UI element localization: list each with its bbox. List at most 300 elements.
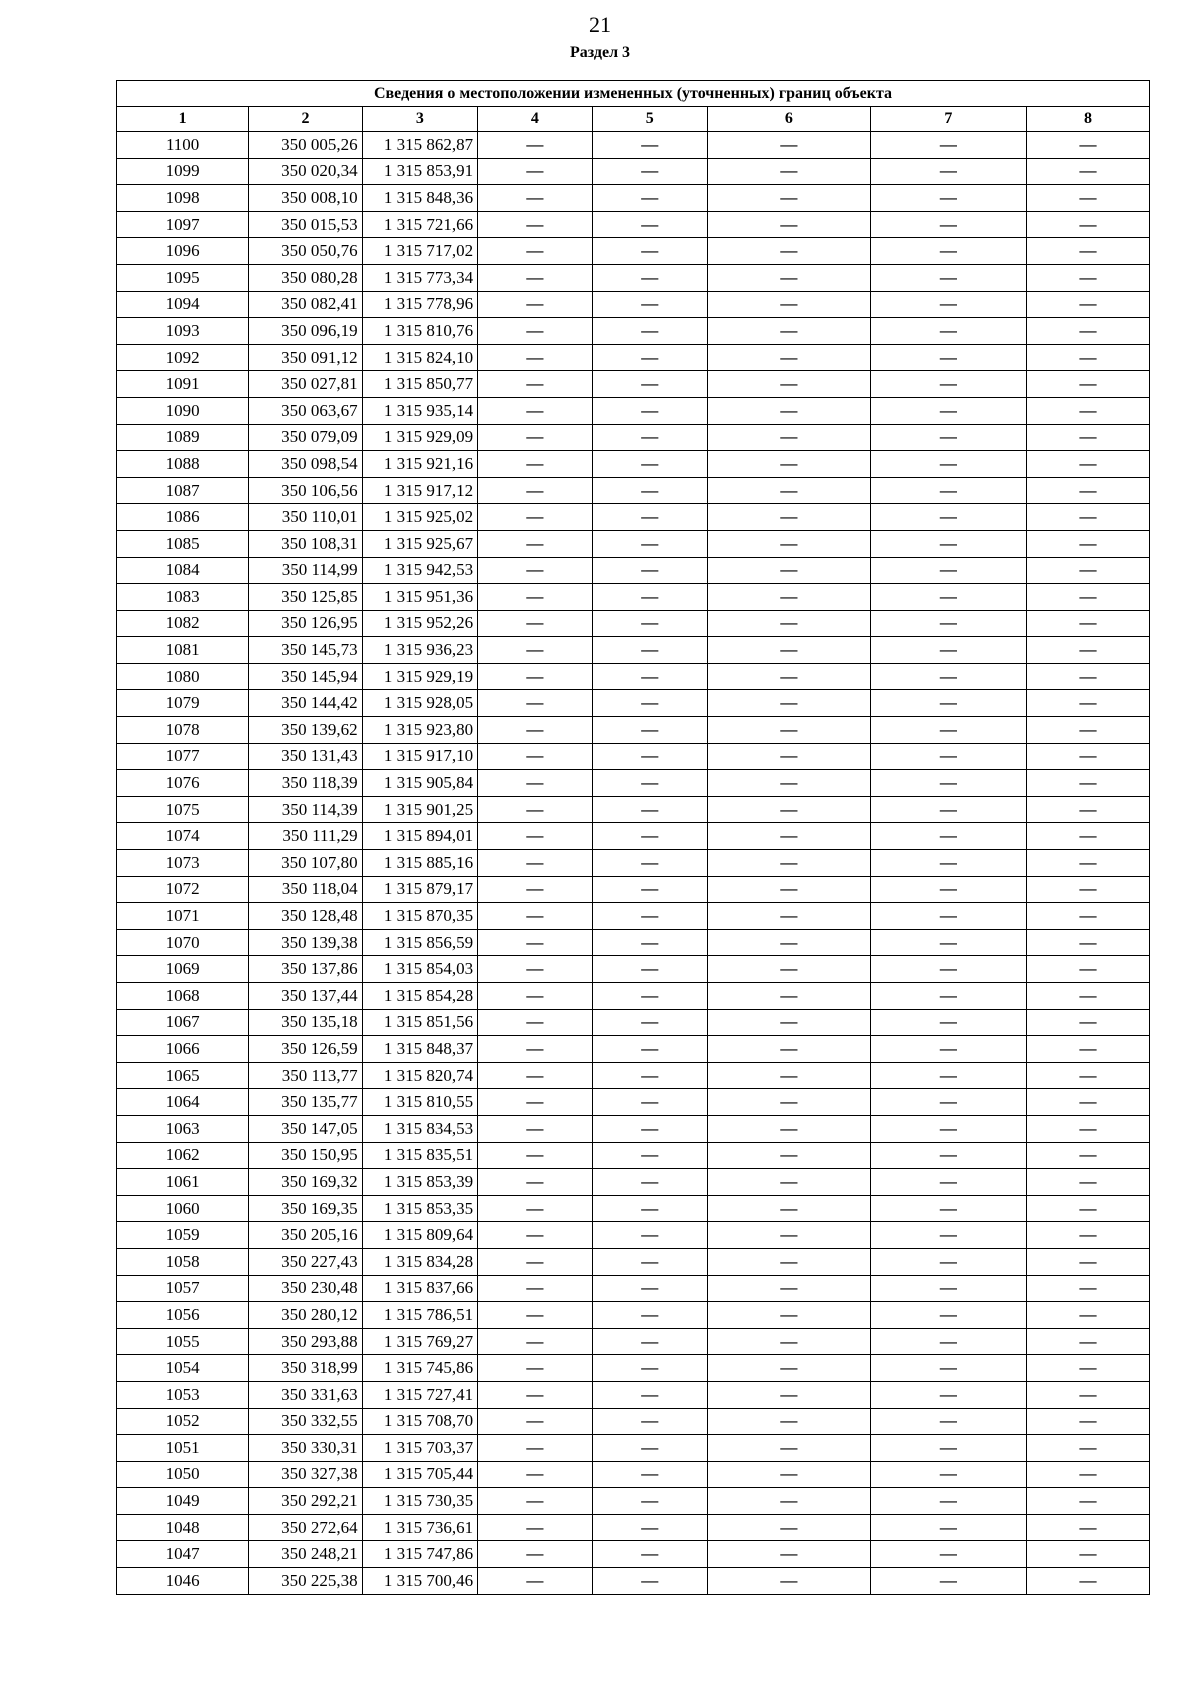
point-number-cell: 1100 <box>117 132 249 159</box>
empty-value-cell: — <box>870 238 1026 265</box>
y-coordinate-cell: 1 315 870,35 <box>362 903 477 930</box>
empty-value-cell: — <box>592 663 707 690</box>
empty-value-cell: — <box>478 238 592 265</box>
y-coordinate-cell: 1 315 786,51 <box>362 1302 477 1329</box>
x-coordinate-cell: 350 150,95 <box>249 1142 362 1169</box>
point-number-cell: 1061 <box>117 1169 249 1196</box>
x-coordinate-cell: 350 331,63 <box>249 1381 362 1408</box>
point-number-cell: 1078 <box>117 717 249 744</box>
empty-value-cell: — <box>592 1488 707 1515</box>
y-coordinate-cell: 1 315 848,36 <box>362 185 477 212</box>
empty-value-cell: — <box>870 1248 1026 1275</box>
empty-value-cell: — <box>870 929 1026 956</box>
empty-value-cell: — <box>1027 132 1150 159</box>
x-coordinate-cell: 350 008,10 <box>249 185 362 212</box>
y-coordinate-cell: 1 315 862,87 <box>362 132 477 159</box>
empty-value-cell: — <box>708 770 871 797</box>
table-row <box>117 770 1150 797</box>
point-number-cell: 1098 <box>117 185 249 212</box>
table-row <box>117 185 1150 212</box>
empty-value-cell: — <box>870 1488 1026 1515</box>
table-row <box>117 1408 1150 1435</box>
empty-value-cell: — <box>1027 823 1150 850</box>
table-row <box>117 1222 1150 1249</box>
empty-value-cell: — <box>708 1381 871 1408</box>
empty-value-cell: — <box>478 796 592 823</box>
empty-value-cell: — <box>870 770 1026 797</box>
y-coordinate-cell: 1 315 901,25 <box>362 796 477 823</box>
empty-value-cell: — <box>592 185 707 212</box>
empty-value-cell: — <box>870 823 1026 850</box>
point-number-cell: 1073 <box>117 850 249 877</box>
empty-value-cell: — <box>592 1435 707 1462</box>
y-coordinate-cell: 1 315 925,02 <box>362 504 477 531</box>
point-number-cell: 1051 <box>117 1435 249 1462</box>
y-coordinate-cell: 1 315 773,34 <box>362 264 477 291</box>
empty-value-cell: — <box>870 504 1026 531</box>
empty-value-cell: — <box>708 318 871 345</box>
section-title: Раздел 3 <box>569 44 631 61</box>
x-coordinate-cell: 350 125,85 <box>249 584 362 611</box>
empty-value-cell: — <box>478 1142 592 1169</box>
x-coordinate-cell: 350 332,55 <box>249 1408 362 1435</box>
x-coordinate-cell: 350 225,38 <box>249 1568 362 1595</box>
point-number-cell: 1070 <box>117 929 249 956</box>
point-number-cell: 1064 <box>117 1089 249 1116</box>
point-number-cell: 1056 <box>117 1302 249 1329</box>
empty-value-cell: — <box>870 637 1026 664</box>
empty-value-cell: — <box>1027 344 1150 371</box>
empty-value-cell: — <box>478 850 592 877</box>
table-row <box>117 903 1150 930</box>
empty-value-cell: — <box>870 371 1026 398</box>
point-number-cell: 1063 <box>117 1115 249 1142</box>
empty-value-cell: — <box>592 1248 707 1275</box>
point-number-cell: 1086 <box>117 504 249 531</box>
column-number: 7 <box>870 107 1026 132</box>
table-row <box>117 1488 1150 1515</box>
y-coordinate-cell: 1 315 951,36 <box>362 584 477 611</box>
empty-value-cell: — <box>708 1195 871 1222</box>
table-row <box>117 796 1150 823</box>
x-coordinate-cell: 350 108,31 <box>249 530 362 557</box>
empty-value-cell: — <box>1027 1381 1150 1408</box>
point-number-cell: 1053 <box>117 1381 249 1408</box>
empty-value-cell: — <box>592 451 707 478</box>
empty-value-cell: — <box>708 1302 871 1329</box>
x-coordinate-cell: 350 114,39 <box>249 796 362 823</box>
y-coordinate-cell: 1 315 809,64 <box>362 1222 477 1249</box>
empty-value-cell: — <box>1027 1302 1150 1329</box>
empty-value-cell: — <box>592 1195 707 1222</box>
table-row <box>117 929 1150 956</box>
empty-value-cell: — <box>592 903 707 930</box>
y-coordinate-cell: 1 315 885,16 <box>362 850 477 877</box>
empty-value-cell: — <box>478 1222 592 1249</box>
table-row <box>117 690 1150 717</box>
empty-value-cell: — <box>870 1381 1026 1408</box>
empty-value-cell: — <box>870 1036 1026 1063</box>
empty-value-cell: — <box>592 1568 707 1595</box>
empty-value-cell: — <box>708 530 871 557</box>
empty-value-cell: — <box>1027 424 1150 451</box>
table-row <box>117 504 1150 531</box>
empty-value-cell: — <box>1027 1222 1150 1249</box>
y-coordinate-cell: 1 315 851,56 <box>362 1009 477 1036</box>
empty-value-cell: — <box>1027 1408 1150 1435</box>
empty-value-cell: — <box>708 264 871 291</box>
empty-value-cell: — <box>708 610 871 637</box>
point-number-cell: 1087 <box>117 477 249 504</box>
empty-value-cell: — <box>478 132 592 159</box>
table-row <box>117 344 1150 371</box>
empty-value-cell: — <box>1027 1355 1150 1382</box>
empty-value-cell: — <box>592 1461 707 1488</box>
x-coordinate-cell: 350 111,29 <box>249 823 362 850</box>
empty-value-cell: — <box>1027 876 1150 903</box>
empty-value-cell: — <box>592 743 707 770</box>
table-row <box>117 211 1150 238</box>
empty-value-cell: — <box>592 610 707 637</box>
empty-value-cell: — <box>1027 1435 1150 1462</box>
table-body <box>117 132 1150 1595</box>
y-coordinate-cell: 1 315 850,77 <box>362 371 477 398</box>
empty-value-cell: — <box>708 823 871 850</box>
y-coordinate-cell: 1 315 905,84 <box>362 770 477 797</box>
empty-value-cell: — <box>708 929 871 956</box>
empty-value-cell: — <box>478 637 592 664</box>
empty-value-cell: — <box>478 663 592 690</box>
empty-value-cell: — <box>478 1568 592 1595</box>
empty-value-cell: — <box>708 397 871 424</box>
empty-value-cell: — <box>708 477 871 504</box>
x-coordinate-cell: 350 293,88 <box>249 1328 362 1355</box>
empty-value-cell: — <box>870 344 1026 371</box>
empty-value-cell: — <box>1027 743 1150 770</box>
empty-value-cell: — <box>478 397 592 424</box>
empty-value-cell: — <box>1027 1514 1150 1541</box>
y-coordinate-cell: 1 315 925,67 <box>362 530 477 557</box>
empty-value-cell: — <box>1027 1089 1150 1116</box>
point-number-cell: 1081 <box>117 637 249 664</box>
point-number-cell: 1091 <box>117 371 249 398</box>
empty-value-cell: — <box>1027 770 1150 797</box>
y-coordinate-cell: 1 315 736,61 <box>362 1514 477 1541</box>
x-coordinate-cell: 350 135,77 <box>249 1089 362 1116</box>
x-coordinate-cell: 350 128,48 <box>249 903 362 930</box>
empty-value-cell: — <box>592 1275 707 1302</box>
empty-value-cell: — <box>1027 1009 1150 1036</box>
y-coordinate-cell: 1 315 834,53 <box>362 1115 477 1142</box>
empty-value-cell: — <box>592 717 707 744</box>
empty-value-cell: — <box>708 1142 871 1169</box>
empty-value-cell: — <box>1027 158 1150 185</box>
y-coordinate-cell: 1 315 730,35 <box>362 1488 477 1515</box>
point-number-cell: 1052 <box>117 1408 249 1435</box>
point-number-cell: 1055 <box>117 1328 249 1355</box>
empty-value-cell: — <box>1027 956 1150 983</box>
empty-value-cell: — <box>708 238 871 265</box>
empty-value-cell: — <box>1027 211 1150 238</box>
table-row <box>117 1275 1150 1302</box>
empty-value-cell: — <box>478 983 592 1010</box>
empty-value-cell: — <box>592 477 707 504</box>
empty-value-cell: — <box>478 1541 592 1568</box>
empty-value-cell: — <box>708 1514 871 1541</box>
empty-value-cell: — <box>478 1514 592 1541</box>
x-coordinate-cell: 350 126,59 <box>249 1036 362 1063</box>
empty-value-cell: — <box>592 690 707 717</box>
table-row <box>117 584 1150 611</box>
x-coordinate-cell: 350 145,73 <box>249 637 362 664</box>
empty-value-cell: — <box>1027 1062 1150 1089</box>
point-number-cell: 1090 <box>117 397 249 424</box>
x-coordinate-cell: 350 327,38 <box>249 1461 362 1488</box>
y-coordinate-cell: 1 315 879,17 <box>362 876 477 903</box>
y-coordinate-cell: 1 315 936,23 <box>362 637 477 664</box>
empty-value-cell: — <box>1027 1461 1150 1488</box>
empty-value-cell: — <box>478 743 592 770</box>
empty-value-cell: — <box>708 1328 871 1355</box>
empty-value-cell: — <box>1027 557 1150 584</box>
empty-value-cell: — <box>1027 291 1150 318</box>
empty-value-cell: — <box>708 903 871 930</box>
x-coordinate-cell: 350 107,80 <box>249 850 362 877</box>
empty-value-cell: — <box>592 637 707 664</box>
y-coordinate-cell: 1 315 917,12 <box>362 477 477 504</box>
empty-value-cell: — <box>592 823 707 850</box>
table-row <box>117 238 1150 265</box>
x-coordinate-cell: 350 144,42 <box>249 690 362 717</box>
empty-value-cell: — <box>1027 1195 1150 1222</box>
empty-value-cell: — <box>592 344 707 371</box>
empty-value-cell: — <box>592 1089 707 1116</box>
empty-value-cell: — <box>708 132 871 159</box>
point-number-cell: 1097 <box>117 211 249 238</box>
y-coordinate-cell: 1 315 700,46 <box>362 1568 477 1595</box>
x-coordinate-cell: 350 318,99 <box>249 1355 362 1382</box>
empty-value-cell: — <box>870 477 1026 504</box>
empty-value-cell: — <box>478 371 592 398</box>
y-coordinate-cell: 1 315 837,66 <box>362 1275 477 1302</box>
point-number-cell: 1084 <box>117 557 249 584</box>
y-coordinate-cell: 1 315 928,05 <box>362 690 477 717</box>
empty-value-cell: — <box>708 663 871 690</box>
empty-value-cell: — <box>870 690 1026 717</box>
empty-value-cell: — <box>592 770 707 797</box>
boundary-coordinates-table <box>116 80 1150 1595</box>
empty-value-cell: — <box>708 1488 871 1515</box>
point-number-cell: 1093 <box>117 318 249 345</box>
y-coordinate-cell: 1 315 917,10 <box>362 743 477 770</box>
empty-value-cell: — <box>478 770 592 797</box>
empty-value-cell: — <box>870 850 1026 877</box>
y-coordinate-cell: 1 315 717,02 <box>362 238 477 265</box>
point-number-cell: 1071 <box>117 903 249 930</box>
empty-value-cell: — <box>870 1568 1026 1595</box>
x-coordinate-cell: 350 139,38 <box>249 929 362 956</box>
x-coordinate-cell: 350 126,95 <box>249 610 362 637</box>
table-row <box>117 1568 1150 1595</box>
x-coordinate-cell: 350 272,64 <box>249 1514 362 1541</box>
table-row <box>117 477 1150 504</box>
y-coordinate-cell: 1 315 703,37 <box>362 1435 477 1462</box>
empty-value-cell: — <box>708 850 871 877</box>
empty-value-cell: — <box>1027 1275 1150 1302</box>
empty-value-cell: — <box>592 424 707 451</box>
empty-value-cell: — <box>478 344 592 371</box>
column-number: 8 <box>1027 107 1150 132</box>
point-number-cell: 1094 <box>117 291 249 318</box>
y-coordinate-cell: 1 315 820,74 <box>362 1062 477 1089</box>
x-coordinate-cell: 350 147,05 <box>249 1115 362 1142</box>
y-coordinate-cell: 1 315 856,59 <box>362 929 477 956</box>
x-coordinate-cell: 350 139,62 <box>249 717 362 744</box>
empty-value-cell: — <box>708 956 871 983</box>
table-caption: Сведения о местоположении измененных (уточненных) границ объекта <box>117 81 1150 107</box>
empty-value-cell: — <box>592 1514 707 1541</box>
empty-value-cell: — <box>1027 663 1150 690</box>
table-row <box>117 956 1150 983</box>
empty-value-cell: — <box>1027 796 1150 823</box>
empty-value-cell: — <box>870 663 1026 690</box>
y-coordinate-cell: 1 315 848,37 <box>362 1036 477 1063</box>
page-number: 21 <box>589 12 611 37</box>
empty-value-cell: — <box>478 584 592 611</box>
point-number-cell: 1046 <box>117 1568 249 1595</box>
empty-value-cell: — <box>478 1488 592 1515</box>
table-row <box>117 850 1150 877</box>
empty-value-cell: — <box>592 876 707 903</box>
empty-value-cell: — <box>478 1009 592 1036</box>
y-coordinate-cell: 1 315 894,01 <box>362 823 477 850</box>
empty-value-cell: — <box>870 743 1026 770</box>
empty-value-cell: — <box>708 557 871 584</box>
table-row <box>117 1009 1150 1036</box>
x-coordinate-cell: 350 248,21 <box>249 1541 362 1568</box>
empty-value-cell: — <box>870 318 1026 345</box>
empty-value-cell: — <box>478 1408 592 1435</box>
empty-value-cell: — <box>592 1169 707 1196</box>
empty-value-cell: — <box>870 610 1026 637</box>
table-row <box>117 1302 1150 1329</box>
x-coordinate-cell: 350 145,94 <box>249 663 362 690</box>
table-row <box>117 158 1150 185</box>
empty-value-cell: — <box>870 1355 1026 1382</box>
x-coordinate-cell: 350 113,77 <box>249 1062 362 1089</box>
point-number-cell: 1082 <box>117 610 249 637</box>
column-number: 5 <box>592 107 707 132</box>
empty-value-cell: — <box>478 690 592 717</box>
empty-value-cell: — <box>708 451 871 478</box>
y-coordinate-cell: 1 315 705,44 <box>362 1461 477 1488</box>
empty-value-cell: — <box>870 424 1026 451</box>
table-row <box>117 291 1150 318</box>
empty-value-cell: — <box>478 1381 592 1408</box>
y-coordinate-cell: 1 315 721,66 <box>362 211 477 238</box>
empty-value-cell: — <box>870 451 1026 478</box>
y-coordinate-cell: 1 315 769,27 <box>362 1328 477 1355</box>
empty-value-cell: — <box>708 876 871 903</box>
y-coordinate-cell: 1 315 942,53 <box>362 557 477 584</box>
empty-value-cell: — <box>1027 318 1150 345</box>
table-row <box>117 823 1150 850</box>
empty-value-cell: — <box>478 185 592 212</box>
point-number-cell: 1069 <box>117 956 249 983</box>
empty-value-cell: — <box>708 1408 871 1435</box>
empty-value-cell: — <box>478 1461 592 1488</box>
empty-value-cell: — <box>870 132 1026 159</box>
point-number-cell: 1077 <box>117 743 249 770</box>
empty-value-cell: — <box>1027 451 1150 478</box>
table-row <box>117 1355 1150 1382</box>
empty-value-cell: — <box>1027 1488 1150 1515</box>
table-row <box>117 424 1150 451</box>
table-row <box>117 1195 1150 1222</box>
empty-value-cell: — <box>708 1568 871 1595</box>
empty-value-cell: — <box>708 371 871 398</box>
empty-value-cell: — <box>1027 1568 1150 1595</box>
table-row <box>117 530 1150 557</box>
empty-value-cell: — <box>708 1089 871 1116</box>
empty-value-cell: — <box>870 291 1026 318</box>
empty-value-cell: — <box>708 344 871 371</box>
table-row <box>117 1435 1150 1462</box>
y-coordinate-cell: 1 315 921,16 <box>362 451 477 478</box>
empty-value-cell: — <box>1027 637 1150 664</box>
x-coordinate-cell: 350 118,39 <box>249 770 362 797</box>
empty-value-cell: — <box>592 291 707 318</box>
x-coordinate-cell: 350 110,01 <box>249 504 362 531</box>
empty-value-cell: — <box>592 850 707 877</box>
empty-value-cell: — <box>592 158 707 185</box>
empty-value-cell: — <box>592 1222 707 1249</box>
empty-value-cell: — <box>478 929 592 956</box>
empty-value-cell: — <box>708 1461 871 1488</box>
point-number-cell: 1099 <box>117 158 249 185</box>
x-coordinate-cell: 350 135,18 <box>249 1009 362 1036</box>
table-row <box>117 1461 1150 1488</box>
point-number-cell: 1048 <box>117 1514 249 1541</box>
empty-value-cell: — <box>870 1169 1026 1196</box>
empty-value-cell: — <box>708 158 871 185</box>
point-number-cell: 1047 <box>117 1541 249 1568</box>
empty-value-cell: — <box>478 1062 592 1089</box>
column-number: 6 <box>708 107 871 132</box>
empty-value-cell: — <box>478 477 592 504</box>
empty-value-cell: — <box>478 1115 592 1142</box>
empty-value-cell: — <box>870 1142 1026 1169</box>
x-coordinate-cell: 350 091,12 <box>249 344 362 371</box>
empty-value-cell: — <box>478 1275 592 1302</box>
empty-value-cell: — <box>478 1302 592 1329</box>
point-number-cell: 1074 <box>117 823 249 850</box>
x-coordinate-cell: 350 205,16 <box>249 1222 362 1249</box>
point-number-cell: 1065 <box>117 1062 249 1089</box>
empty-value-cell: — <box>592 238 707 265</box>
empty-value-cell: — <box>870 397 1026 424</box>
empty-value-cell: — <box>478 610 592 637</box>
empty-value-cell: — <box>708 1036 871 1063</box>
empty-value-cell: — <box>478 1169 592 1196</box>
y-coordinate-cell: 1 315 853,35 <box>362 1195 477 1222</box>
empty-value-cell: — <box>870 1275 1026 1302</box>
empty-value-cell: — <box>708 717 871 744</box>
empty-value-cell: — <box>708 584 871 611</box>
empty-value-cell: — <box>708 1435 871 1462</box>
table-row <box>117 983 1150 1010</box>
empty-value-cell: — <box>870 557 1026 584</box>
